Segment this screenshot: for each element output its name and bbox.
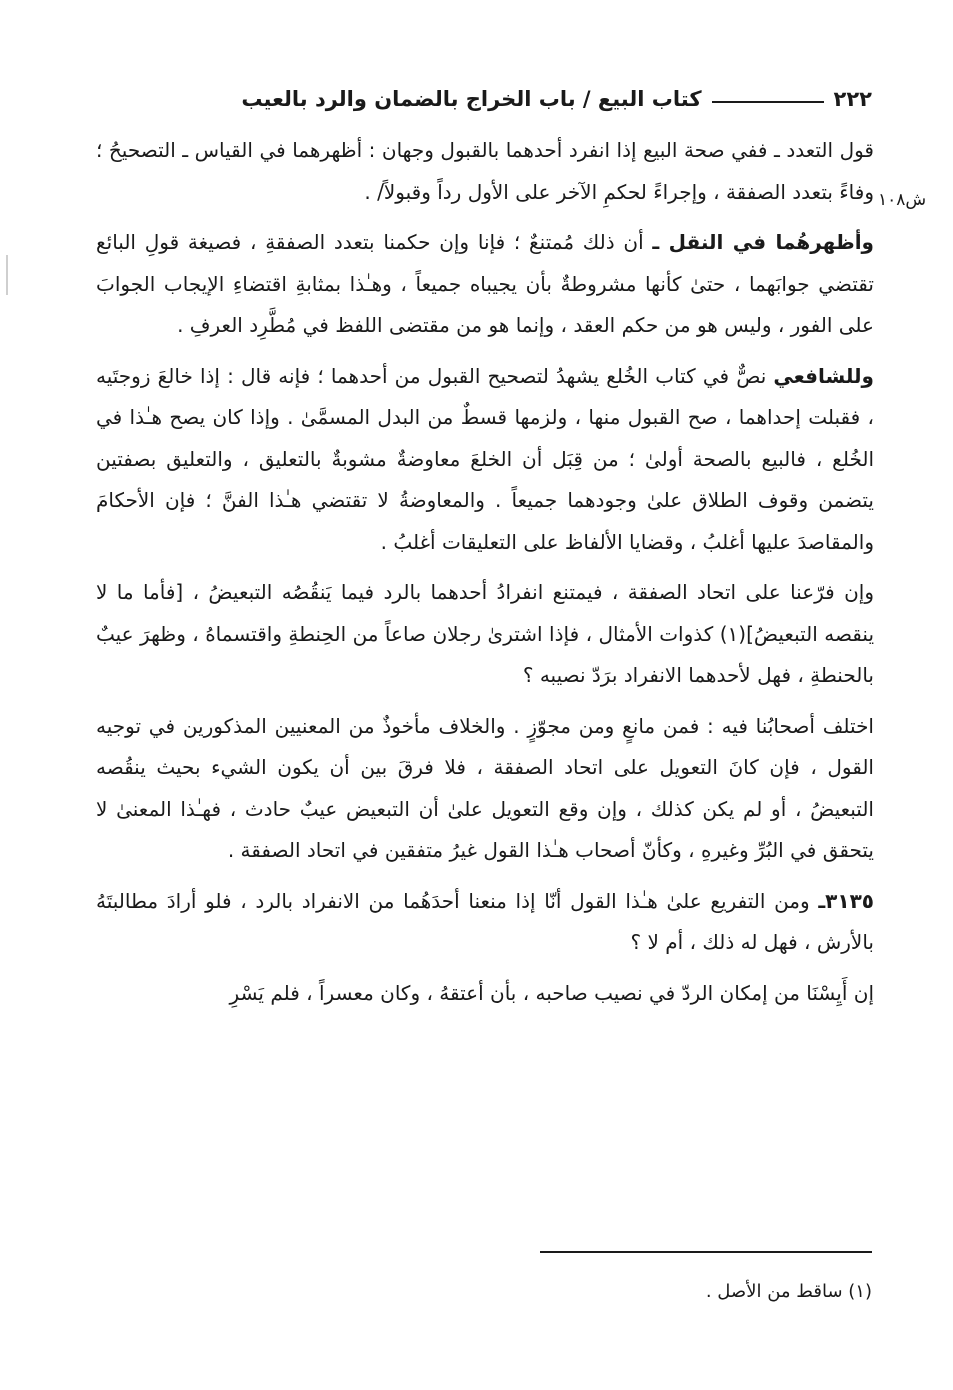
page-edge-mark (6, 255, 8, 295)
paragraph-text: نصٌّ في كتاب الخُلع يشهدُ لتصحيح القبول من أحدهما ؛ فإنه قال : إذا خالعَ زوجتَيه ، فقبلت إحداهما ، صح القبول منها ، ولزمها قسطٌ من البدل المسمَّىٰ . وإذا كان يصح هـٰذا في الخُلع ، فالبيع بالصحة أولىٰ ؛ من قِبَل أن الخلعَ معاوضةٌ مشوبةٌ بالتعليق ، والتعليق بصفتين يتضمن وقوف الطلاق علىٰ وجودهما جميعاً . والمعاوضةُ لا تقتضي هـٰذا الفنَّ ؛ فإن الأحكامَ والمقاصدَ عليها أغلبُ ، وقضايا الألفاظ على التعليقات أغلبُ . (96, 363, 874, 554)
header-rule (712, 101, 824, 103)
paragraph-text: وإن فرّعنا على اتحاد الصفقة ، فيمتنع انفرادُ أحدهما بالرد فيما يَنقُصُه التبعيضُ ، [فأما ما لا ينقصه التبعيضُ](١) كذوات الأمثال ، فإذا اشترىٰ رجلان صاعاً من الحِنطةِ واقتسماهُ ، وظهرَ عيبٌ بالحنطةِ ، فهل لأحدهما الانفراد برَدّ نصيبه ؟ (96, 580, 875, 687)
paragraph-lead: وأظهرهُما في النقل ـ (652, 230, 874, 254)
paragraph (96, 881, 874, 964)
running-title: كتاب البيع / باب الخراج بالضمان والرد بالعيب (241, 87, 702, 111)
paragraph (96, 973, 874, 1015)
paragraph (96, 356, 874, 564)
footnote-text: ساقط من الأصل . (705, 1281, 843, 1302)
page-number: ٢٢٢ (833, 87, 872, 111)
paragraph (96, 222, 874, 347)
margin-folio-note: ش١٠٨ (878, 190, 927, 210)
paragraph-text: إن أَيِسْنَا من إمكان الردّ في نصيب صاحبه ، بأن أعتقهُ ، وكان معسراً ، فلم يَسْرِ (229, 980, 874, 1005)
body-text (96, 130, 874, 1019)
paragraph (96, 706, 874, 872)
paragraph-text: ومن التفريع علىٰ هـٰذا القول أنّا إذا منعنا أحدَهُما من الانفراد بالرد ، فلو أرادَ مطالبتَهُ بالأرش ، فهل له ذلك ، أم لا ؟ (96, 888, 874, 954)
paragraph-text: قول التعدد ـ ففي صحة البيع إذا انفرد أحدهما بالقبول وجهان : أظهرهما في القياس ـ التصحيحُ ؛ وفاءً بتعدد الصفقة ، وإجراءً لحكمِ الآخر على الأول رداً وقبولاً/ . (96, 138, 874, 204)
paragraph (96, 130, 874, 213)
footnote (540, 1281, 872, 1302)
footnote-rule (540, 1251, 872, 1253)
running-header (96, 82, 872, 116)
footnote-marker: (١) (848, 1281, 872, 1302)
paragraph-lead: وللشافعي (773, 363, 874, 388)
paragraph (96, 572, 874, 697)
section-number: ٣١٣٥ـ (818, 888, 874, 913)
paragraph-text: اختلف أصحابُنا فيه : فمن مانعٍ ومن مجوّزٍ . والخلاف مأخوذٌ من المعنيين المذكورين في توجيه القول ، فإن كانَ التعويل على اتحاد الصفقة ، فلا فرقَ بين أن يكون الشيء بحيث ينقُصه التبعيضُ ، أو لم يكن كذلك ، وإن وقع التعويل علىٰ أن التبعيض عيبٌ حادث ، فهـٰذا المعنىٰ لا يتحقق في البُرِّ وغيرهِ ، وكأنّ أصحاب هـٰذا القول غيرُ متفقين في اتحاد الصفقة . (96, 713, 874, 862)
paragraph-text: أن ذلك مُمتنعٌ ؛ فإنا وإن حكمنا بتعدد الصفقةِ ، فصيغة قولِ البائع تقتضي جوابَهما ، حتىٰ كأنها مشروطةٌ بأن يجيباه جميعاً ، وهـٰذا بمثابةِ اقتضاءِ الإيجاب الجوابَ على الفور ، وليس هو من حكم العقد ، وإنما هو من مقتضى اللفظ في مُطَّرِد العرفِ . (96, 230, 874, 337)
